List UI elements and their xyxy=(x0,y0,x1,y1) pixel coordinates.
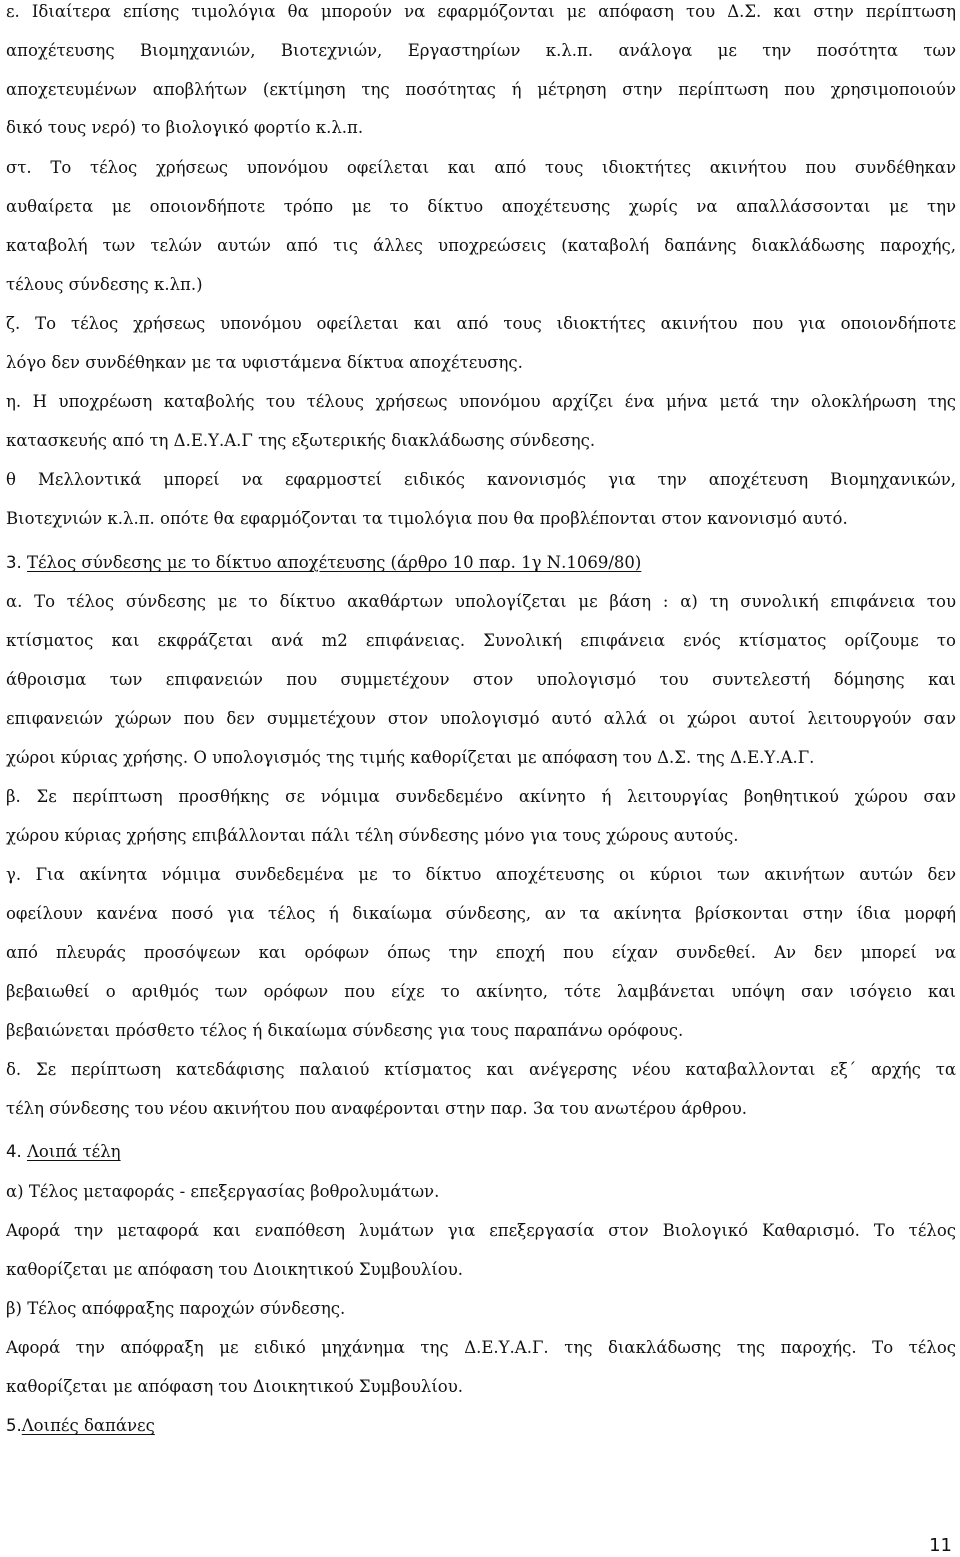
paragraph-line: β. Σε περίπτωση προσθήκης σε νόμιμα συνδεδεμένο ακίνητο ή λειτουργίας βοηθητικού χώρου σαν xyxy=(6,787,956,806)
paragraph-line: βεβαιώνεται πρόσθετο τέλος ή δικαίωμα σύνδεσης για τους παραπάνω ορόφους. xyxy=(6,1021,684,1040)
paragraph-line: α) Τέλος μεταφοράς - επεξεργασίας βοθρολυμάτων. xyxy=(6,1182,440,1201)
paragraph-line: οφείλουν κανένα ποσό για τέλος ή δικαίωμα σύνδεσης, αν τα ακίνητα βρίσκονται στην ίδια μορφή xyxy=(6,904,956,923)
paragraph-line: Αφορά την απόφραξη με ειδικό μηχάνημα της Δ.Ε.Υ.Α.Γ. της διακλάδωσης της παροχής. Το τέλος xyxy=(6,1338,956,1357)
paragraph-line: από πλευράς προσόψεων και ορόφων όπως την εποχή που είχαν συνδεθεί. Αν δεν μπορεί να xyxy=(6,943,956,962)
paragraph-line: τέλη σύνδεσης του νέου ακινήτου που αναφέρονται στην παρ. 3α του ανωτέρου άρθρου. xyxy=(6,1099,747,1118)
paragraph-line: ε. Ιδιαίτερα επίσης τιμολόγια θα μπορούν να εφαρμόζονται με απόφαση του Δ.Σ. και στην περίπτωση xyxy=(6,2,956,21)
paragraph-line: καθορίζεται με απόφαση του Διοικητικού Συμβουλίου. xyxy=(6,1260,463,1279)
paragraph-line: η. Η υποχρέωση καταβολής του τέλους χρήσεως υπονόμου αρχίζει ένα μήνα μετά την ολοκλήρωση της xyxy=(6,392,956,411)
page-number: 11 xyxy=(929,1535,952,1556)
paragraph-line: λόγο δεν συνδέθηκαν με τα υφιστάμενα δίκτυα αποχέτευσης. xyxy=(6,353,523,372)
section-number: 5. xyxy=(6,1416,22,1435)
section-title: Λοιπές δαπάνες xyxy=(21,1416,155,1435)
paragraph-line: αποχετευμένων αποβλήτων (εκτίμηση της ποσότητας ή μέτρηση στην περίπτωση που χρησιμοποιούν xyxy=(6,80,956,99)
section-heading-5 xyxy=(6,1416,956,1436)
paragraph-line: καταβολή των τελών αυτών από τις άλλες υποχρεώσεις (καταβολή δαπάνης διακλάδωσης παροχής, xyxy=(6,236,956,255)
paragraph-line: κτίσματος και εκφράζεται ανά m2 επιφάνειας. Συνολική επιφάνεια ενός κτίσματος ορίζουμε το xyxy=(6,631,956,650)
paragraph-line: χώρου κύριας χρήσης επιβάλλονται πάλι τέλη σύνδεσης μόνο για τους χώρους αυτούς. xyxy=(6,826,739,845)
paragraph-line: τέλους σύνδεσης κ.λπ.) xyxy=(6,275,203,294)
section-heading-3 xyxy=(6,553,956,573)
paragraph-line: καθορίζεται με απόφαση του Διοικητικού Συμβουλίου. xyxy=(6,1377,463,1396)
section-heading-4 xyxy=(6,1142,956,1162)
section-number: 4. xyxy=(6,1142,22,1161)
paragraph-line: Βιοτεχνιών κ.λ.π. οπότε θα εφαρμόζονται τα τιμολόγια που θα προβλέπονται στον κανονισμό αυτό. xyxy=(6,509,848,528)
paragraph-line: αποχέτευσης Βιομηχανιών, Βιοτεχνιών, Εργαστηρίων κ.λ.π. ανάλογα με την ποσότητα των xyxy=(6,41,956,60)
section-title: Λοιπά τέλη xyxy=(27,1142,121,1161)
paragraph-line: γ. Για ακίνητα νόμιμα συνδεδεμένα με το δίκτυο αποχέτευσης οι κύριοι των ακινήτων αυτών δεν xyxy=(6,865,956,884)
section-title: Τέλος σύνδεσης με το δίκτυο αποχέτευσης (άρθρο 10 παρ. 1γ Ν.1069/80) xyxy=(27,553,642,572)
paragraph-line: βεβαιωθεί ο αριθμός των ορόφων που είχε το ακίνητο, τότε λαμβάνεται υπόψη σαν ισόγειο και xyxy=(6,982,956,1001)
paragraph-line: κατασκευής από τη Δ.Ε.Υ.Α.Γ της εξωτερικής διακλάδωσης σύνδεσης. xyxy=(6,431,596,450)
paragraph-line: δικό τους νερό) το βιολογικό φορτίο κ.λ.π. xyxy=(6,118,364,137)
paragraph-line: αυθαίρετα με οποιονδήποτε τρόπο με το δίκτυο αποχέτευσης χωρίς να απαλλάσσονται με την xyxy=(6,197,956,216)
paragraph-line: θ Μελλοντικά μπορεί να εφαρμοστεί ειδικός κανονισμός για την αποχέτευση Βιομηχανικών, xyxy=(6,470,956,489)
paragraph-line: στ. Το τέλος χρήσεως υπονόμου οφείλεται και από τους ιδιοκτήτες ακινήτου που συνδέθηκαν xyxy=(6,158,956,177)
paragraph-line: α. Το τέλος σύνδεσης με το δίκτυο ακαθάρτων υπολογίζεται με βάση : α) τη συνολική επιφάνεια του xyxy=(6,592,956,611)
paragraph-line: άθροισμα των επιφανειών που συμμετέχουν στον υπολογισμό του συντελεστή δόμησης και xyxy=(6,670,956,689)
section-number: 3. xyxy=(6,553,22,572)
paragraph-line: Αφορά την μεταφορά και εναπόθεση λυμάτων για επεξεργασία στον Βιολογικό Καθαρισμό. Το τέλος xyxy=(6,1221,956,1240)
paragraph-line: επιφανειών χώρων που δεν συμμετέχουν στον υπολογισμό αυτό αλλά οι χώροι αυτοί λειτουργούν σαν xyxy=(6,709,956,728)
paragraph-line: δ. Σε περίπτωση κατεδάφισης παλαιού κτίσματος και ανέγερσης νέου καταβαλλονται εξ΄ αρχής τα xyxy=(6,1060,956,1079)
paragraph-line: β) Τέλος απόφραξης παροχών σύνδεσης. xyxy=(6,1299,346,1318)
paragraph-line: ζ. Το τέλος χρήσεως υπονόμου οφείλεται και από τους ιδιοκτήτες ακινήτου που για οποιονδήποτε xyxy=(6,314,956,333)
paragraph-line: χώροι κύριας χρήσης. Ο υπολογισμός της τιμής καθορίζεται με απόφαση του Δ.Σ. της Δ.Ε.Υ.Α.Γ. xyxy=(6,748,815,767)
